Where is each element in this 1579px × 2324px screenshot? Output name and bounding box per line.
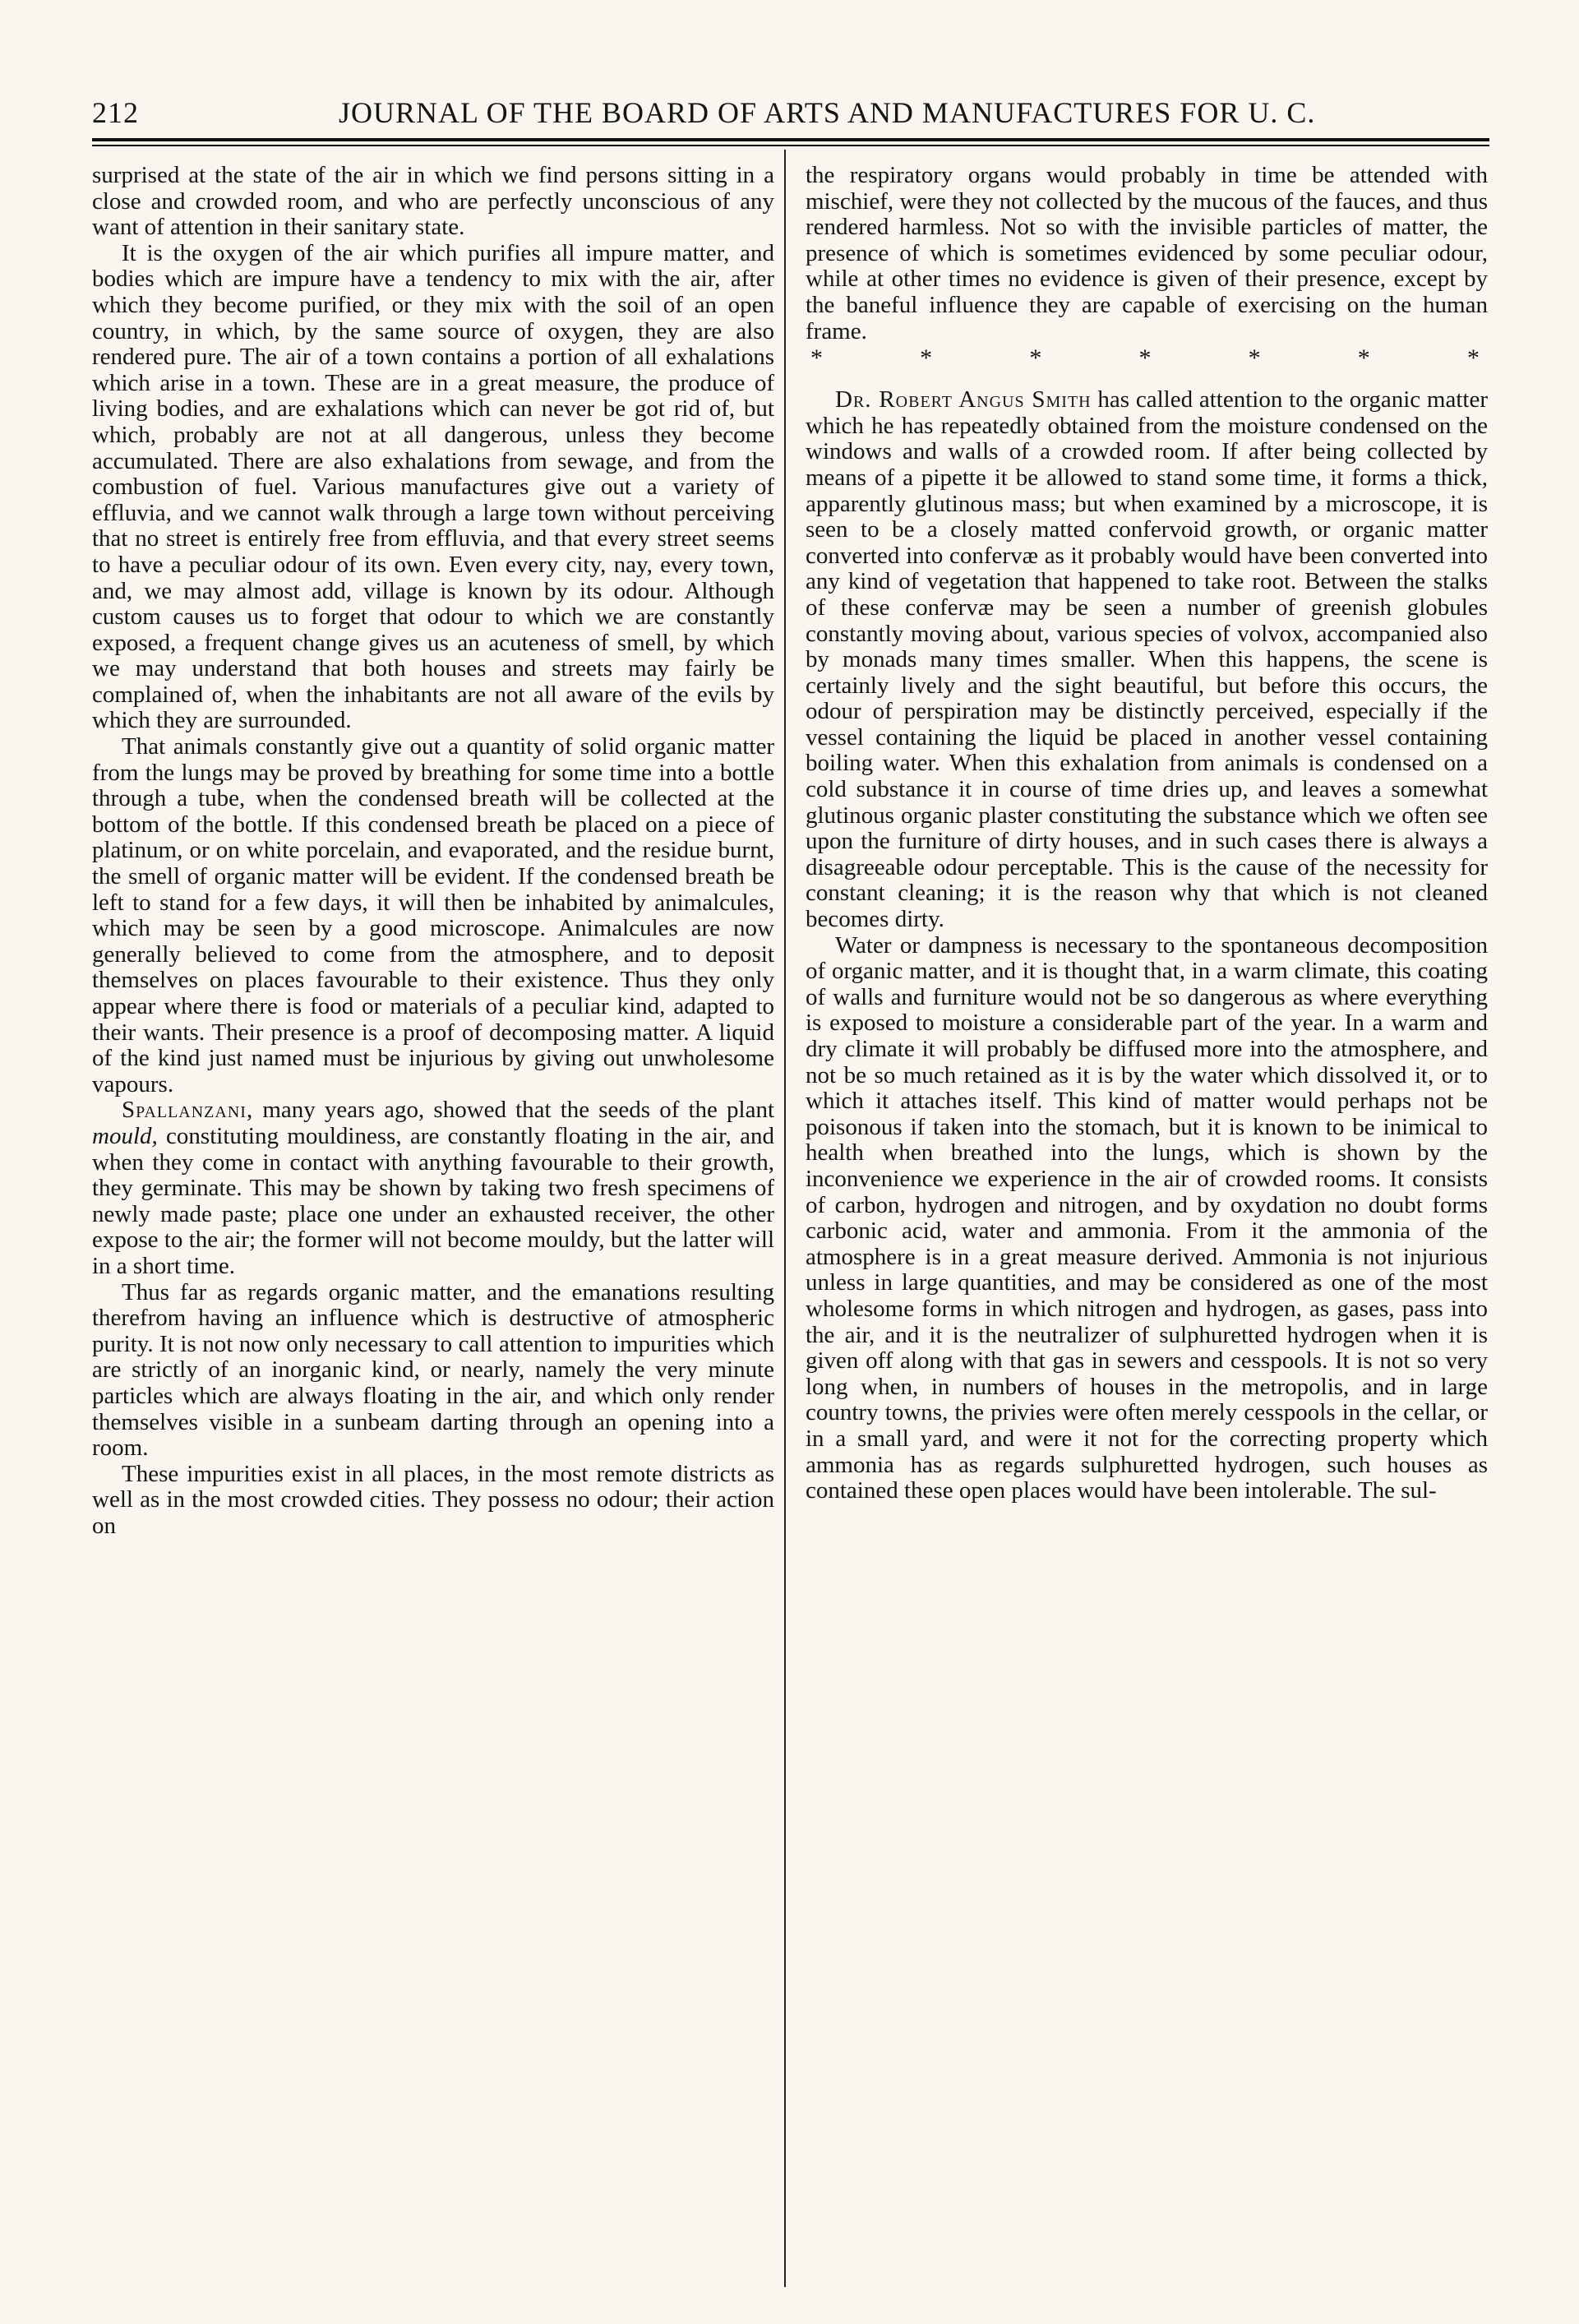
column-divider <box>784 150 786 2287</box>
asterisk: * <box>1466 344 1480 372</box>
paragraph <box>806 387 1488 932</box>
right-column <box>806 163 1488 2284</box>
italic-term: mould, <box>92 1122 158 1149</box>
header-rule-thin <box>92 145 1489 146</box>
author-name: Spallanzani, <box>122 1097 254 1124</box>
asterisk: * <box>1138 344 1152 372</box>
paragraph: It is the oxygen of the air which purifies all impure matter, and bodies which are impure have a tendency to mix with the air, after which they become purified, or they mix with the soil of an open country, in which, by the same source of oxygen, they are also rendered pure. The air of a town contains a portion of all exhalations which arise in a town. These are in a great measure, the produce of living bodies, and are exhalations which can never be got rid of, but which, probably are not at all dangerous, unless they become accumulated. There are also exhalations from sewage, and from the combustion of fuel. Various manufactures give out a variety of effluvia, and we cannot walk through a large town without perceiving that no street is entirely free from effluvia, and that every street seems to have a peculiar odour of its own. Even every city, nay, every town, and, we may almost add, village is known by its odour. Although custom causes us to forget that odour to which we are constantly exposed, a frequent change gives us an acuteness of smell, by which we may understand that both houses and streets may fairly be complained of, when the inhabitants are not all aware of the evils by which they are surrounded. <box>92 239 774 734</box>
paragraph-text: constituting mouldiness, are constantly floating in the air, and when they come in contact with anything favourable to their growth, they germinate. This may be shown by taking two fresh specimens of newly made paste; place one under an exhausted receiver, the other expose to the air; the former will not become mouldy, but the latter will in a short time. <box>92 1122 774 1279</box>
paragraph-text: many years ago, showed that the seeds of the plant <box>262 1097 774 1124</box>
page-header <box>92 89 1489 138</box>
asterisk: * <box>1029 344 1042 372</box>
paragraph: These impurities exist in all places, in the most remote districts as well as in the most crowded cities. They possess no odour; their action on <box>92 1460 774 1539</box>
paragraph: surprised at the state of the air in which we find persons sitting in a close and crowded room, and who are perfectly unconscious of any want of attention in their sanitary state. <box>92 163 774 241</box>
paragraph: the respiratory organs would probably in time be attended with mischief, were they not collected by the mucous of the fauces, and thus rendered harmless. Not so with the invisible particles of matter, the presence of which is sometimes evidenced by some peculiar odour, while at other times no evidence is given of their presence, except by the baneful influence they are capable of exercising on the human frame. <box>806 163 1488 344</box>
page-number: 212 <box>92 96 139 129</box>
asterisk: * <box>810 344 823 372</box>
left-column <box>92 163 774 2284</box>
paragraph: Thus far as regards organic matter, and the emanations resulting therefrom having an influence which is destructive of atmospheric purity. It is not now only necessary to call attention to impurities which are strictly of an inorganic kind, or nearly, namely the very minute particles which are always floating in the air, and which only render themselves visible in a sunbeam darting through an opening into a room. <box>92 1278 774 1462</box>
paragraph <box>92 1097 774 1279</box>
paragraph: Water or dampness is necessary to the spontaneous decomposition of organic matter, and it is thought that, in a warm climate, this coating of walls and furniture would not be so dangerous as where everything is exposed to moisture a considerable part of the year. In a warm and dry climate it will probably be diffused more into the atmosphere, and not be so much retained as it is by the water which dissolved it, or to which it attaches itself. This kind of matter would perhaps not be poisonous if taken into the stomach, but it is known to be inimical to health when breathed into the lungs, which is shown by the inconvenience we experience in the air of crowded rooms. It consists of carbon, hydrogen and nitrogen, and by oxydation no doubt forms carbonic acid, water and ammonia. From it the ammonia of the atmosphere is in a great measure derived. Ammonia is not injurious unless in large quantities, and may be considered as one of the most wholesome forms in which nitrogen and hydrogen, as gases, pass into the air, and it is the neutralizer of sulphuretted hydrogen when it is given off along with that gas in sewers and cesspools. It is not so very long when, in numbers of houses in the metropolis, and in large country towns, the privies were often merely cesspools in the cellar, or in a small yard, and were it not for the correcting property which ammonia has as regards sulphuretted hydrogen, such houses as contained these open places would have been intolerable. The sul- <box>806 931 1488 1504</box>
running-title: JOURNAL OF THE BOARD OF ARTS AND MANUFACTURES FOR U. C. <box>339 96 1316 129</box>
asterisk: * <box>1248 344 1261 372</box>
section-break-stars <box>806 344 1488 372</box>
paragraph: That animals constantly give out a quantity of solid organic matter from the lungs may be proved by breathing for some time into a bottle through a tube, when the condensed breath will be collected at the bottom of the bottle. If this condensed breath be placed on a piece of platinum, or on white porcelain, and evaporated, and the residue burnt, the smell of organic matter will be evident. If the condensed breath be left to stand for a few days, it will then be inhabited by animalcules, which may be seen by a good microscope. Animalcules are now generally believed to come from the atmosphere, and to deposit themselves on places favourable to their existence. Thus they only appear where there is food or materials of a peculiar kind, adapted to their wants. Their presence is a proof of decomposing matter. A liquid of the kind just named must be injurious by giving out unwholesome vapours. <box>92 733 774 1097</box>
asterisk: * <box>1357 344 1370 372</box>
asterisk: * <box>920 344 933 372</box>
author-name: Dr. Robert Angus Smith <box>835 386 1092 414</box>
header-rule-thick <box>92 138 1489 141</box>
paragraph-text: has called attention to the organic matter which he has repeatedly obtained from the moisture condensed on the windows and walls of a crowded room. If after being collected by means of a pipette it be allowed to stand some time, it forms a thick, apparently glutinous mass; but when examined by a microscope, it is seen to be a closely matted confervoid growth, or organic matter converted into confervæ as it probably would have been converted into any kind of vegetation that happened to take root. Between the stalks of these confervæ may be seen a number of greenish globules constantly moving about, various species of volvox, accompanied also by monads many times smaller. When this happens, the scene is certainly lively and the sight beautiful, but before this occurs, the odour of perspiration may be distinctly perceived, especially if the vessel containing the liquid be placed in another vessel containing boiling water. When this exhalation from animals is condensed on a cold substance it in course of time dries up, and leaves a somewhat glutinous organic plaster constituting the substance which we often see upon the furniture of dirty houses, and in such cases there is always a disagreeable odour perceptable. This is the cause of the necessity for constant cleaning; it is the reason why that which is not cleaned becomes dirty. <box>806 386 1488 933</box>
